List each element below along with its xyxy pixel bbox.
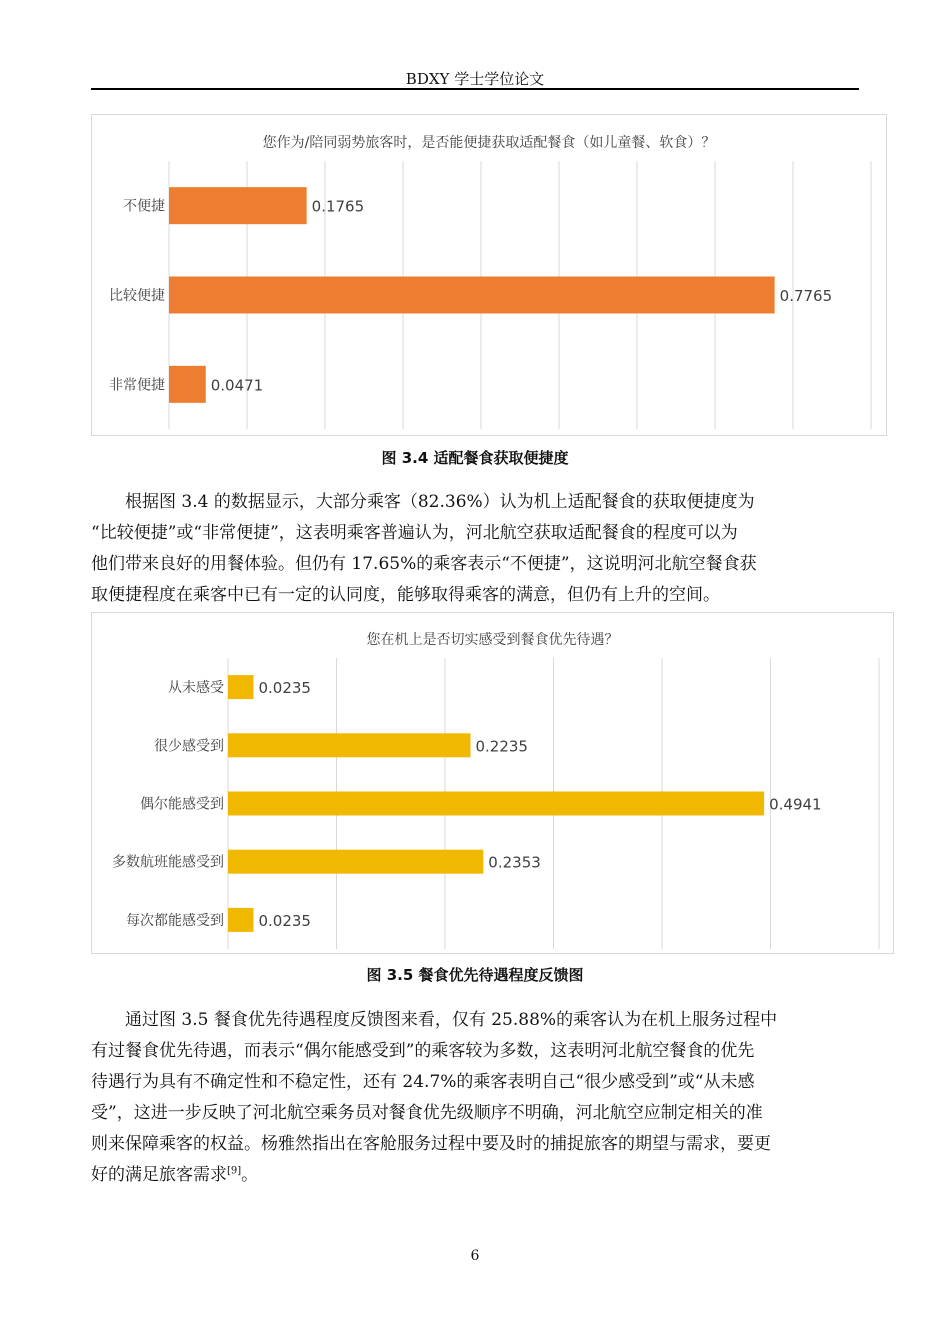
body-paragraph-2 — [91, 1005, 859, 1191]
paragraph-line: 受”，这进一步反映了河北航空乘务员对餐食优先级顺序不明确，河北航空应制定相关的准 — [91, 1103, 763, 1123]
chart-meal-priority — [91, 612, 894, 954]
data-label: 0.1765 — [311, 197, 365, 216]
running-header: BDXY 学士学位论文 — [405, 70, 545, 88]
data-label: 0.2353 — [488, 853, 541, 872]
paragraph-line: 他们带来良好的用餐体验。但仍有 17.65%的乘客表示“不便捷”，这说明河北航空餐食获 — [91, 554, 757, 574]
bar — [228, 850, 483, 874]
paragraph-line: 有过餐食优先待遇，而表示“偶尔能感受到”的乘客较为多数，这表明河北航空餐食的优先 — [91, 1041, 755, 1061]
category-label: 多数航班能感受到 — [112, 854, 224, 871]
figure-caption-3-5: 图 3.5 餐食优先待遇程度反馈图 — [366, 966, 584, 984]
bar — [228, 908, 253, 932]
body-paragraph-1 — [91, 487, 859, 611]
page-number: 6 — [470, 1248, 480, 1264]
paragraph-line: 待遇行为具有不确定性和不稳定性，还有 24.7%的乘客表明自己“很少感受到”或“从未感 — [91, 1072, 755, 1092]
chart-plot-area — [92, 613, 893, 953]
category-label: 从未感受 — [168, 680, 224, 697]
category-label: 每次都能感受到 — [126, 912, 224, 929]
category-label: 不便捷 — [123, 198, 165, 215]
header-rule — [91, 88, 859, 90]
chart-title: 您作为/陪同弱势旅客时，是否能便捷获取适配餐食（如儿童餐、软食）？ — [262, 135, 716, 151]
paragraph-line-last — [91, 1160, 859, 1191]
category-label: 很少感受到 — [154, 738, 224, 755]
citation-ref: [9] — [227, 1165, 242, 1177]
paragraph-end: 。 — [241, 1165, 259, 1185]
data-label: 0.7765 — [779, 287, 833, 305]
chart-plot-area — [92, 115, 886, 435]
bar — [228, 792, 764, 816]
data-label: 0.0471 — [210, 376, 264, 395]
paragraph-line: 则来保障乘客的权益。杨雅然指出在客舱服务过程中要及时的捕捉旅客的期望与需求，要更 — [91, 1134, 771, 1154]
data-label: 0.4941 — [769, 795, 822, 814]
figure-caption-3-4: 图 3.4 适配餐食获取便捷度 — [381, 449, 569, 467]
bar — [228, 675, 253, 699]
paragraph-line: “比较便捷”或“非常便捷”，这表明乘客普遍认为，河北航空获取适配餐食的程度可以为 — [91, 523, 738, 543]
bar — [169, 187, 307, 224]
paragraph-line: 根据图 3.4 的数据显示，大部分乘客（82.36%）认为机上适配餐食的获取便捷度为 — [125, 492, 755, 512]
paragraph-line: 通过图 3.5 餐食优先待遇程度反馈图来看，仅有 25.88%的乘客认为在机上服务过程中 — [125, 1010, 778, 1030]
category-label: 比较便捷 — [109, 288, 165, 304]
paragraph-line: 取便捷程度在乘客中已有一定的认同度，能够取得乘客的满意，但仍有上升的空间。 — [91, 585, 720, 605]
data-label: 0.0235 — [258, 911, 311, 930]
bar — [228, 733, 470, 757]
chart-meal-access — [91, 114, 887, 436]
data-label: 0.2235 — [475, 737, 528, 756]
bar — [169, 277, 775, 314]
data-label: 0.0235 — [258, 679, 311, 698]
bar — [169, 366, 206, 403]
category-label: 偶尔能感受到 — [140, 796, 224, 813]
chart-title: 您在机上是否切实感受到餐食优先待遇？ — [366, 632, 619, 648]
paragraph-text: 好的满足旅客需求 — [91, 1165, 227, 1185]
category-label: 非常便捷 — [109, 377, 165, 394]
